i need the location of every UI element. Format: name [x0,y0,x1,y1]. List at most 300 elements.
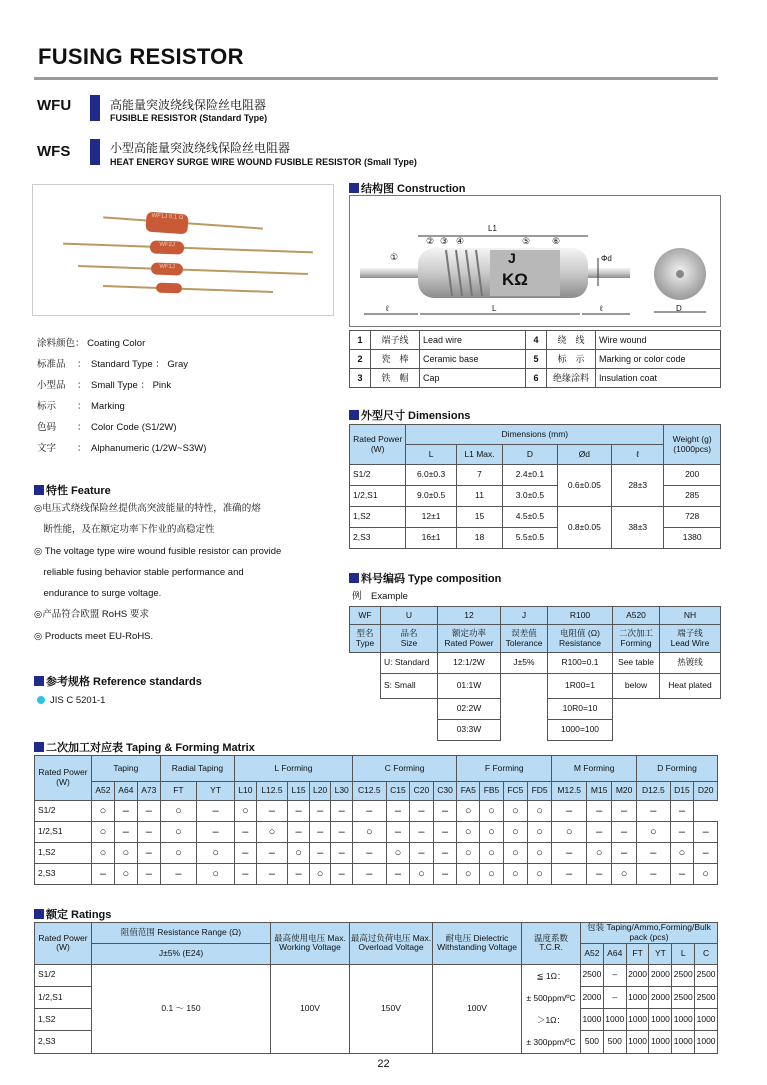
feature-heading [34,482,111,498]
available-icon: ○ [480,843,504,864]
cell: 1000 [626,986,649,1008]
unavailable-mark: – [352,801,386,822]
cell: 2000 [626,964,649,986]
name-en: Rated Power [444,637,494,648]
type-marker [90,95,100,121]
available-icon: ○ [457,801,480,822]
callout-2: ② [426,236,435,246]
available-icon: ○ [197,843,235,864]
name-zh: 品名 [400,627,418,638]
tcr-line: ＞1Ω： [536,1014,566,1025]
cell: 15 [456,507,502,528]
table-row [35,801,718,822]
col-header: D15 [670,782,694,801]
cell: 1000 [672,1009,695,1031]
cell: 2000 [649,964,672,986]
part-no: 2 [350,350,371,369]
available-icon: ○ [160,801,196,822]
resistor-label: WF1J 0.1 Ω [145,212,188,235]
callout-3: ③ [440,236,449,246]
col-lead-d: Ød [557,445,612,465]
table-row [350,653,721,674]
available-icon: ○ [114,843,137,864]
cell: 2,S3 [35,1031,92,1053]
available-icon: ○ [457,843,480,864]
col-d: D [503,445,557,465]
dimensions-heading [349,407,470,423]
section-marker [349,410,359,420]
end-view-lead [676,270,684,278]
unavailable-mark: – [309,843,331,864]
title-rule [34,77,718,80]
available-icon: ○ [670,843,694,864]
available-icon: ○ [160,843,196,864]
name-zh: 电阻值 (Ω) [560,627,600,638]
unavailable-mark: – [137,843,160,864]
tcr-line: ± 300ppm/ºC [526,1036,576,1047]
cell: 12±1 [406,507,457,528]
cell: 2500 [695,964,718,986]
unavailable-mark: – [235,822,257,843]
unavailable-mark: – [386,864,410,885]
coating-zh: 标准品 [37,359,66,370]
col-maxv: 最高使用电压 Max. Working Voltage [271,923,350,965]
part-no: 3 [350,369,371,388]
col-header: FC5 [503,782,527,801]
coating-en: Alphanumeric (1/2W~S3W) [91,443,207,454]
unavailable-mark: – [256,843,288,864]
cell: 热镀线 [660,653,721,674]
label-phid: Φd [601,254,612,263]
col-pack: 包装 Taping/Ammo,Forming/Bulk pack (pcs) [581,923,718,944]
code-cell: U [381,607,438,625]
available-icon: ○ [503,864,527,885]
col-header: C20 [410,782,434,801]
unavailable-mark: – [587,801,612,822]
table-row [35,822,718,843]
unavailable-mark: – [309,801,331,822]
name-en: Lead Wire [670,637,710,648]
label-l: L [492,304,497,313]
col-header: L10 [235,782,257,801]
unavailable-mark: – [114,822,137,843]
unavailable-mark: – [552,801,587,822]
available-icon: ○ [410,864,434,885]
part-en: Insulation coat [596,369,721,388]
table-row [350,720,721,741]
available-icon: ○ [480,822,504,843]
label-l1: L1 [488,224,497,233]
coating-en: Color Code (S1/2W) [91,422,177,433]
unavailable-mark: – [670,864,694,885]
page-number: 22 [377,1058,390,1070]
type-code-wfs: WFS [37,143,71,160]
unavailable-mark: – [552,864,587,885]
cell: 2000 [649,986,672,1008]
group-header: Radial Taping [160,756,234,782]
cell: 1,S2 [35,1009,92,1031]
coating-en: Standard Type ： Gray [91,359,188,370]
code-cell: R100 [548,607,613,625]
cell: 1R00=1 [548,674,613,699]
taping-heading [34,739,255,755]
bullet-icon [37,696,45,704]
part-en: Cap [420,369,526,388]
feature-line: ◎ Products meet EU-RoHS. [34,630,154,642]
resistor-body [156,283,182,294]
col-header: D20 [694,782,718,801]
feature-line: ◎电压式绕线保险丝提供高突波能量的特性，准确的熔 [34,503,261,514]
unavailable-mark: – [352,843,386,864]
part-en: Lead wire [420,331,526,350]
coating-en: Marking [91,401,125,412]
unavailable-mark: – [386,822,410,843]
col-header: A52 [92,782,115,801]
cell: 2500 [695,986,718,1008]
available-icon: ○ [457,822,480,843]
code-cell: 12 [438,607,501,625]
cell: 2500 [672,986,695,1008]
feature-list [34,498,334,647]
col-tcr: 温度系数 T.C.R. [522,923,581,965]
code-cell: WF [350,607,381,625]
unavailable-mark: – [331,843,353,864]
available-icon: ○ [235,801,257,822]
unavailable-mark: – [433,864,457,885]
reference-heading [34,673,202,689]
unavailable-mark: – [433,801,457,822]
name-en: Size [400,637,418,648]
cell: 9.0±0.5 [406,486,457,507]
cell: 0.1 ～ 150 [92,964,271,1053]
coating-zh: 文字 [37,443,57,454]
unavailable-mark: – [256,801,288,822]
available-icon: ○ [92,843,115,864]
tcr-line: ≦ 1Ω： [536,970,566,981]
part-en: Marking or color code [596,350,721,369]
cell: 1/2,S1 [35,986,92,1008]
unavailable-mark: – [587,864,612,885]
cell: U: Standard [381,653,438,674]
cell: 100V [271,964,350,1053]
unavailable-mark: – [612,801,637,822]
cell: 3.0±0.5 [503,486,557,507]
available-icon: ○ [288,843,310,864]
part-zh: 绝缘涂料 [547,369,596,388]
cell: 200 [664,465,721,486]
ratings-table [34,922,718,1054]
unavailable-mark: – [160,864,196,885]
code-cell: J [501,607,548,625]
unavailable-mark: – [137,801,160,822]
unavailable-mark: – [92,864,115,885]
label-lead-right: ℓ [600,304,603,313]
feature-title: 特性 Feature [46,485,111,497]
cell: below [613,674,660,699]
dimensions-title: 外型尺寸 Dimensions [361,410,471,422]
col-header: L30 [331,782,353,801]
typecomp-heading [349,570,501,586]
coating-sep: ： [77,380,87,391]
parts-table [349,330,721,388]
name-zh: 误差值 [511,627,537,638]
part-zh: 端子线 [371,331,420,350]
name-zh: 端子线 [677,627,703,638]
resistor-label: WF1J [151,262,183,275]
col-header: YT [197,782,235,801]
pack-col: A64 [603,943,626,964]
cell: J±5% [501,653,548,674]
section-marker [34,485,44,495]
unavailable-mark: – [197,822,235,843]
section-marker [349,183,359,193]
col-header: D12.5 [637,782,671,801]
available-icon: ○ [528,864,552,885]
table-row [35,864,718,885]
available-icon: ○ [528,801,552,822]
name-en: Resistance [558,637,602,648]
code-cell: NH [660,607,721,625]
col-header: FT [160,782,196,801]
cell: 6.0±0.3 [406,465,457,486]
name-zh: 额定功率 [451,627,486,638]
cell: 2,S3 [35,864,92,885]
part-en: Wire wound [596,331,721,350]
reference-title: 参考规格 Reference standards [46,676,202,688]
unavailable-mark: – [114,801,137,822]
cell: 1/2,S1 [35,822,92,843]
part-en: Ceramic base [420,350,526,369]
type-marker [90,139,100,165]
unavailable-mark: – [433,843,457,864]
pack-col: C [695,943,718,964]
callout-6: ⑥ [552,236,561,246]
cell: 2500 [581,964,604,986]
unavailable-mark: – [637,843,671,864]
cell: 1000 [581,1009,604,1031]
cell: 0.6±0.05 [557,465,612,507]
table-row [350,465,721,486]
cell: 18 [456,528,502,549]
coating-sep: ： [77,443,87,454]
lead-wire-left [360,268,420,278]
unavailable-mark: – [670,822,694,843]
available-icon: ○ [528,822,552,843]
cell: 2500 [672,964,695,986]
cell: 150V [350,964,433,1053]
cell: 100V [433,964,522,1053]
part-zh: 标 示 [547,350,596,369]
table-row [350,699,721,720]
table-row [350,674,721,699]
unavailable-mark: – [137,864,160,885]
unavailable-mark: – [637,801,671,822]
cell: 4.5±0.5 [503,507,557,528]
unavailable-mark: – [331,822,353,843]
taping-table [34,755,718,885]
coating-sep: ： [77,422,87,433]
type-en: HEAT ENERGY SURGE WIRE WOUND FUSIBLE RESISTOR (Small Type) [110,157,417,167]
type-en: FUSIBLE RESISTOR (Standard Type) [110,113,268,123]
coating-sep: ： [77,359,87,370]
table-row [350,369,721,388]
unavailable-mark: – [694,843,718,864]
available-icon: ○ [528,843,552,864]
typecomp-title: 料号编码 Type composition [361,573,502,585]
cell: 1000=100 [548,720,613,741]
available-icon: ○ [457,864,480,885]
unavailable-mark: – [670,801,694,822]
cell: 5.5±0.5 [503,528,557,549]
col-rated: Rated Power (W) [350,425,406,465]
unavailable-mark: – [288,822,310,843]
product-photo [32,184,334,316]
pack-col: FT [626,943,649,964]
col-header: M12.5 [552,782,587,801]
unavailable-mark: – [288,864,310,885]
table-row [35,843,718,864]
part-zh: 瓷 棒 [371,350,420,369]
callout-5: ⑤ [522,236,531,246]
part-zh: 铁 帽 [371,369,420,388]
available-icon: ○ [386,843,410,864]
part-no: 1 [350,331,371,350]
label-j: J [508,250,516,266]
coating-zh: 涂料颜色： [37,338,85,349]
col-header: C30 [433,782,457,801]
cell: 500 [581,1031,604,1053]
example-label: 例 Example [352,591,408,602]
section-marker [34,676,44,686]
unavailable-mark: – [612,822,637,843]
col-l: L [406,445,457,465]
label-kohm: KΩ [502,270,528,289]
cell: 38±3 [612,507,664,549]
col-lead-l: ℓ [612,445,664,465]
col-dw: 耐电压 Dielectric Withstanding Voltage [433,923,522,965]
table-row [350,507,721,528]
cell: 2,S3 [350,528,406,549]
section-marker [34,909,44,919]
feature-line: ◎ The voltage type wire wound fusible resistor can provide [34,545,282,557]
cell: – [603,986,626,1008]
cell: 1,S2 [35,843,92,864]
unavailable-mark: – [197,801,235,822]
available-icon: ○ [503,801,527,822]
col-header: C15 [386,782,410,801]
coating-zh: 色码 [37,422,57,433]
section-marker [349,573,359,583]
table-row [35,964,718,986]
col-header: FA5 [457,782,480,801]
unavailable-mark: – [137,822,160,843]
unavailable-mark: – [587,822,612,843]
cell: 1000 [649,1009,672,1031]
part-no: 5 [526,350,547,369]
unavailable-mark: – [331,801,353,822]
col-header: L15 [288,782,310,801]
available-icon: ○ [92,801,115,822]
part-no: 4 [526,331,547,350]
col-header: A73 [137,782,160,801]
col-header: M20 [612,782,637,801]
taping-title: 二次加工对应表 Taping & Forming Matrix [46,742,255,754]
available-icon: ○ [503,843,527,864]
cell: 1,S2 [350,507,406,528]
col-l1: L1 Max. [456,445,502,465]
unavailable-mark: – [235,864,257,885]
callout-1: ① [390,252,399,262]
cell: 1000 [672,1031,695,1053]
unavailable-mark: – [386,801,410,822]
coating-zh: 标示 [37,401,57,412]
col-header: FB5 [480,782,504,801]
unavailable-mark: – [410,822,434,843]
col-header: L12.5 [256,782,288,801]
cell: 500 [603,1031,626,1053]
feature-line: ◎产品符合欧盟 RoHS 要求 [34,609,149,621]
cell: 1000 [649,1031,672,1053]
cell: 1000 [695,1009,718,1031]
dimensions-table [349,424,721,549]
part-no: 6 [526,369,547,388]
typecomp-table [349,606,721,741]
part-zh: 绕 线 [547,331,596,350]
coating-en: Coating Color [87,338,146,349]
coating-sep: ： [77,401,87,412]
reference-item [37,695,105,706]
cell: 03:3W [438,720,501,741]
group-header: M Forming [552,756,637,782]
cell: 285 [664,486,721,507]
available-icon: ○ [503,822,527,843]
cell: 28±3 [612,465,664,507]
cell: S1/2 [35,801,92,822]
unavailable-mark: – [552,843,587,864]
group-header: F Forming [457,756,552,782]
feature-line: reliable fusing behavior stable performance and [34,566,244,578]
unavailable-mark: – [612,843,637,864]
col-header: A64 [114,782,137,801]
cell: S1/2 [35,964,92,986]
name-en: Type [355,637,375,648]
col-header: L20 [309,782,331,801]
cell: 16±1 [406,528,457,549]
cell: See table [613,653,660,674]
col-weight: Weight (g) (1000pcs) [664,425,721,465]
available-icon: ○ [309,864,331,885]
available-icon: ○ [352,822,386,843]
type-zh: 高能量突波绕线保险丝电阻器 [110,98,267,112]
unavailable-mark: – [352,864,386,885]
construction-diagram [349,195,721,327]
cell: 12:1/2W [438,653,501,674]
unavailable-mark: – [256,864,288,885]
col-range: 阻值范围 Resistance Range (Ω) [92,923,271,944]
feature-line: 断性能，及在额定功率下作业的高稳定性 [34,524,215,536]
available-icon: ○ [197,864,235,885]
available-icon: ○ [92,822,115,843]
cell: 1/2,S1 [350,486,406,507]
table-row [350,625,721,653]
available-icon: ○ [587,843,612,864]
page-title: FUSING RESISTOR [38,44,244,69]
cell: 11 [456,486,502,507]
col-ovl: 最高过负荷电压 Max. Overload Voltage [350,923,433,965]
table-row [350,350,721,369]
group-header: C Forming [352,756,456,782]
cell: S1/2 [350,465,406,486]
